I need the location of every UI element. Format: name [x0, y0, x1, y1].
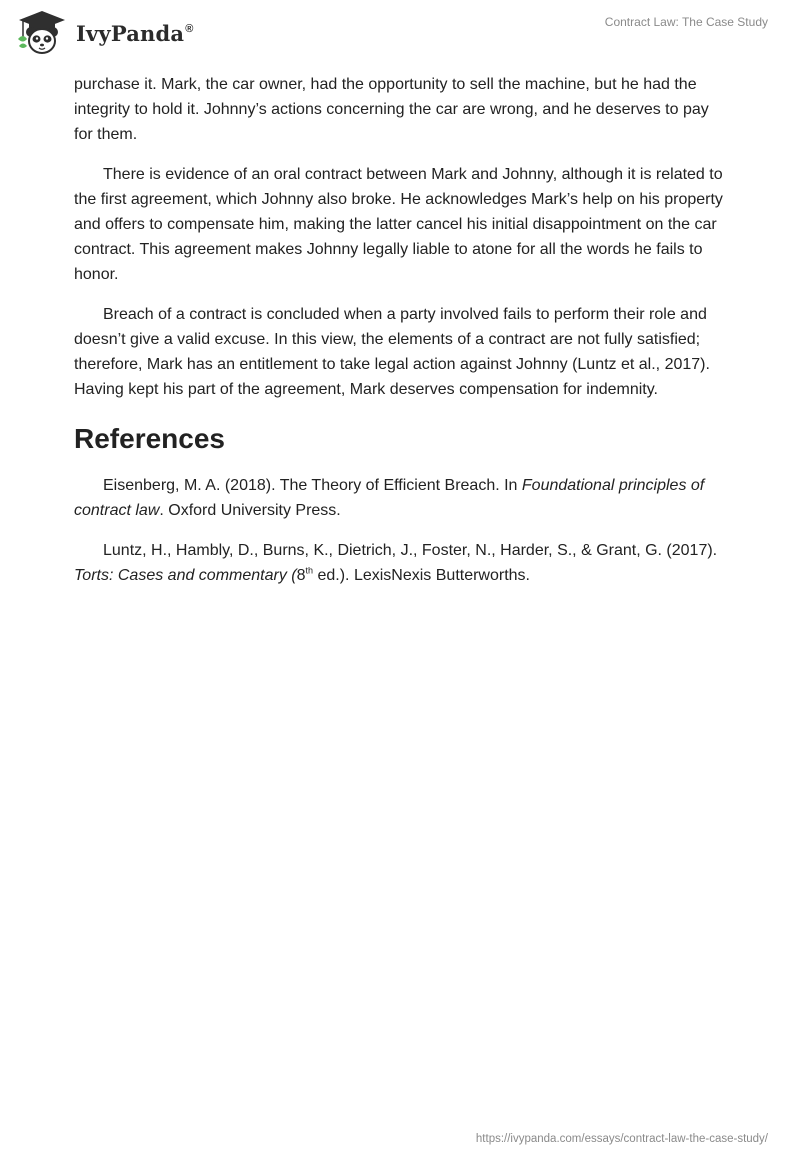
running-title: Contract Law: The Case Study [604, 15, 768, 29]
reference-entry: Luntz, H., Hambly, D., Burns, K., Dietrich, J., Foster, N., Harder, S., & Grant, G. (2017). Torts: Cases and commentary (8th ed.). LexisNexis Butterworths. [74, 542, 718, 584]
body-paragraph: purchase it. Mark, the car owner, had the opportunity to sell the machine, but he had the integrity to hold it. Johnny’s actions concerning the car are wrong, and he deserves to pay for them. [74, 76, 709, 143]
footer-source-url[interactable]: https://ivypanda.com/essays/contract-law-the-case-study/ [475, 1133, 768, 1145]
reference-entry: Eisenberg, M. A. (2018). The Theory of Efficient Breach. In Foundational principles of contract law. Oxford University Press. [74, 477, 705, 519]
body-paragraph: There is evidence of an oral contract between Mark and Johnny, although it is related to the first agreement, which Johnny also broke. He acknowledges Mark’s help on his property and offers to compensate him, making the latter cancel his initial disappointment on the car contract. This agreement makes Johnny legally liable to atone for all the words he fails to honor. [74, 166, 723, 283]
logo-wordmark: IvyPanda® [76, 20, 194, 46]
panda-graduate-icon [14, 8, 70, 56]
page-header [0, 0, 800, 70]
document-content [74, 72, 728, 603]
references-heading: References [74, 423, 225, 454]
body-paragraph: Breach of a contract is concluded when a party involved fails to perform their role and doesn’t give a valid excuse. In this view, the elements of a contract are not fully satisfied; therefore, Mark has an entitlement to take legal action against Johnny (Luntz et al., 2017). Having kept his part of the agreement, Mark deserves compensation for indemnity. [74, 306, 710, 398]
ivypanda-logo[interactable] [14, 8, 194, 56]
